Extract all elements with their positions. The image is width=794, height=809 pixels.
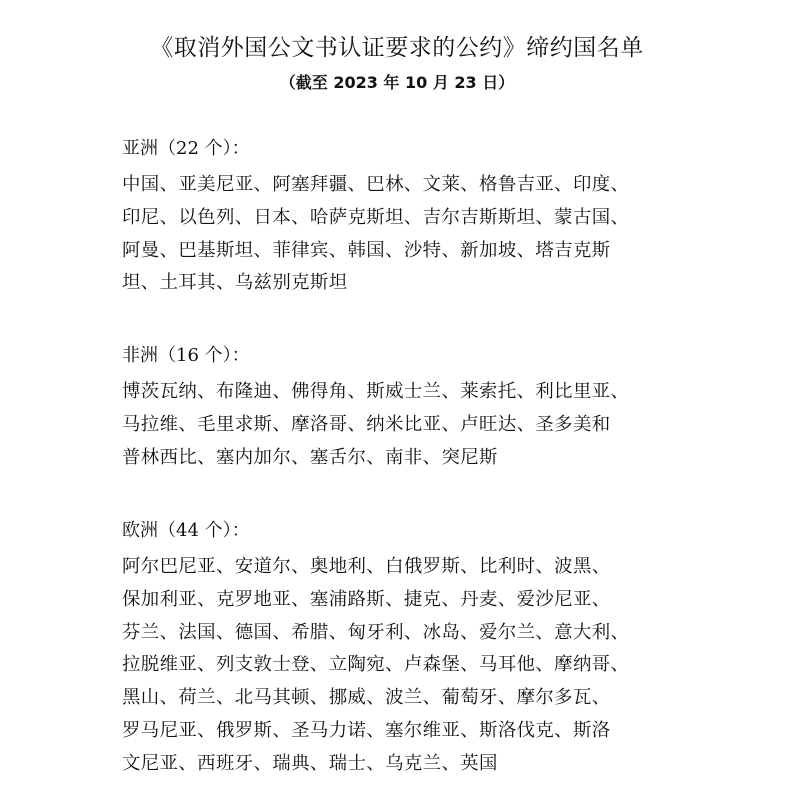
country-line: 马拉维、毛里求斯、摩洛哥、纳米比亚、卢旺达、圣多美和: [122, 413, 611, 435]
section-asia: [122, 135, 682, 300]
section-heading-africa: 非洲（16 个）：: [122, 345, 250, 366]
country-line: 阿曼、巴基斯坦、菲律宾、韩国、沙特、新加坡、塔吉克斯: [122, 239, 611, 261]
country-line: 拉脱维亚、列支敦士登、立陶宛、卢森堡、马耳他、摩纳哥、: [122, 654, 630, 676]
page-subtitle: （截至 2023 年 10 月 23 日）: [279, 73, 515, 92]
country-line: 普林西比、塞内加尔、塞舌尔、南非、突尼斯: [122, 446, 498, 468]
country-line: 文尼亚、西班牙、瑞典、瑞士、乌克兰、英国: [122, 752, 498, 774]
page-title: 《取消外国公文书认证要求的公约》缔约国名单: [150, 35, 644, 61]
country-line: 博茨瓦纳、布隆迪、佛得角、斯威士兰、莱索托、利比里亚、: [122, 381, 630, 402]
country-list-europe: [122, 551, 682, 781]
section-europe: [122, 517, 682, 781]
country-line: 印尼、以色列、日本、哈萨克斯坦、吉尔吉斯斯坦、蒙古国、: [122, 206, 630, 228]
section-heading-asia: 亚洲（22 个）：: [122, 138, 250, 159]
country-line: 保加利亚、克罗地亚、塞浦路斯、捷克、丹麦、爱沙尼亚、: [122, 588, 611, 610]
country-line: 芬兰、法国、德国、希腊、匈牙利、冰岛、爱尔兰、意大利、: [122, 621, 630, 643]
country-line: 黑山、荷兰、北马其顿、挪威、波兰、葡萄牙、摩尔多瓦、: [122, 687, 611, 709]
section-africa: [122, 342, 682, 474]
country-list-africa: [122, 376, 682, 474]
country-line: 坦、土耳其、乌兹别克斯坦: [122, 272, 348, 294]
country-line: 罗马尼亚、俄罗斯、圣马力诺、塞尔维亚、斯洛伐克、斯洛: [122, 719, 611, 741]
country-line: 阿尔巴尼亚、安道尔、奥地利、白俄罗斯、比利时、波黑、: [122, 556, 611, 577]
country-list-asia: [122, 169, 682, 300]
country-line: 中国、亚美尼亚、阿塞拜疆、巴林、文莱、格鲁吉亚、印度、: [122, 174, 630, 195]
section-heading-europe: 欧洲（44 个）：: [122, 520, 250, 541]
